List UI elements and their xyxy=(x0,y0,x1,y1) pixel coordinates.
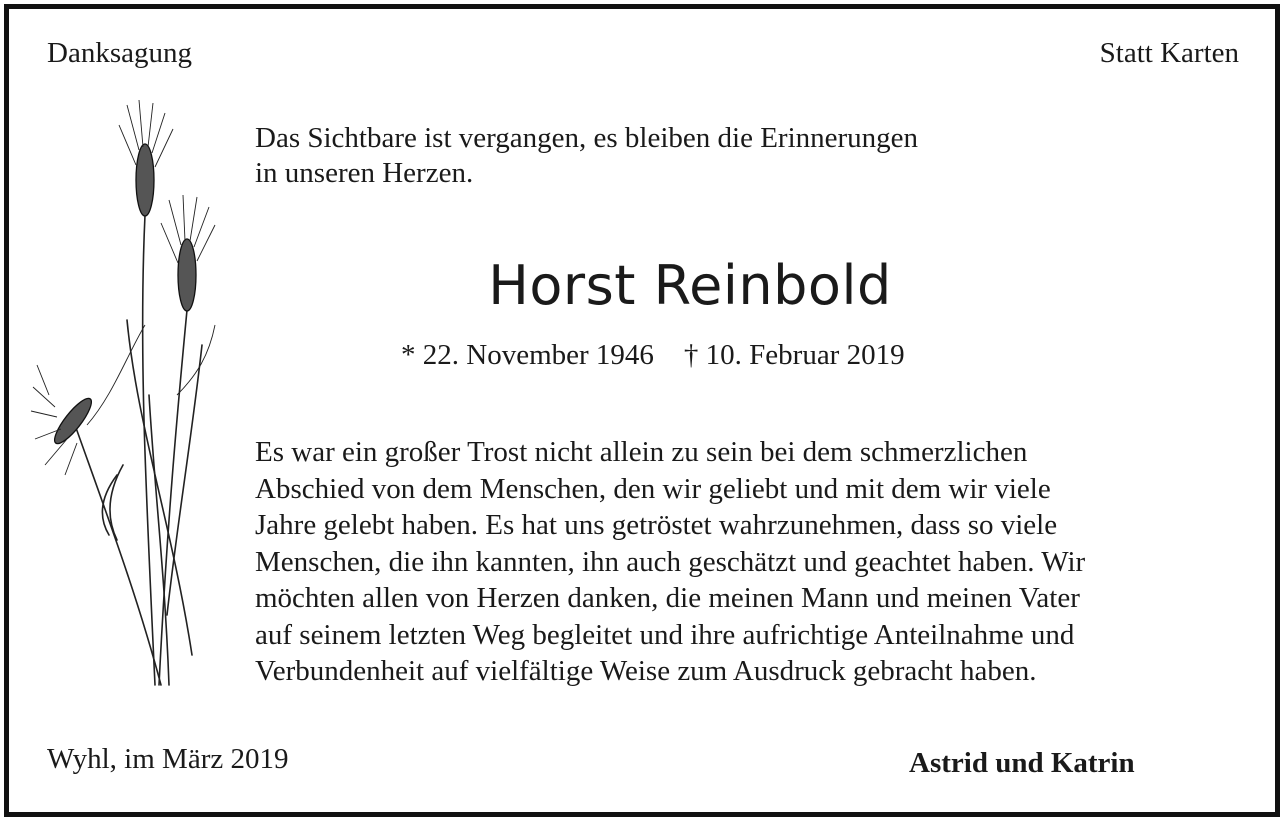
signature: Astrid und Katrin xyxy=(909,747,1135,779)
birth-date: * 22. November 1946 xyxy=(401,339,654,371)
thank-you-message xyxy=(255,434,1255,690)
message-line: auf seinem letzten Weg begleitet und ihre aufrichtige Anteilnahme und xyxy=(255,618,1075,651)
motto-line: Das Sichtbare ist vergangen, es bleiben die Erinnerungen xyxy=(255,122,919,154)
deceased-name: Horst Reinbold xyxy=(488,254,892,317)
message-line: möchten allen von Herzen danken, die meinen Mann und meinen Vater xyxy=(255,582,1080,614)
heading-statt-karten: Statt Karten xyxy=(1099,37,1239,69)
message-line: Abschied von dem Menschen, den wir geliebt und mit dem wir viele xyxy=(255,472,1051,505)
message-line: Verbundenheit auf vielfältige Weise zum Ausdruck gebracht haben. xyxy=(255,655,1037,687)
death-date: † 10. Februar 2019 xyxy=(683,339,905,371)
message-line: Jahre gelebt haben. Es hat uns getröstet wahrzunehmen, dass so viele xyxy=(255,509,1058,541)
message-line: Menschen, die ihn kannten, ihn auch geschätzt und geachtet haben. Wir xyxy=(255,545,1086,578)
motto-line: in unseren Herzen. xyxy=(255,157,474,189)
place-and-date: Wyhl, im März 2019 xyxy=(47,743,289,775)
obituary-notice xyxy=(4,4,1280,817)
heading-danksagung: Danksagung xyxy=(47,37,192,69)
wheat-stalks-illustration xyxy=(27,95,217,695)
life-dates xyxy=(401,341,905,370)
message-line: Es war ein großer Trost nicht allein zu sein bei dem schmerzlichen xyxy=(255,436,1028,468)
motto-quote xyxy=(255,121,1155,191)
